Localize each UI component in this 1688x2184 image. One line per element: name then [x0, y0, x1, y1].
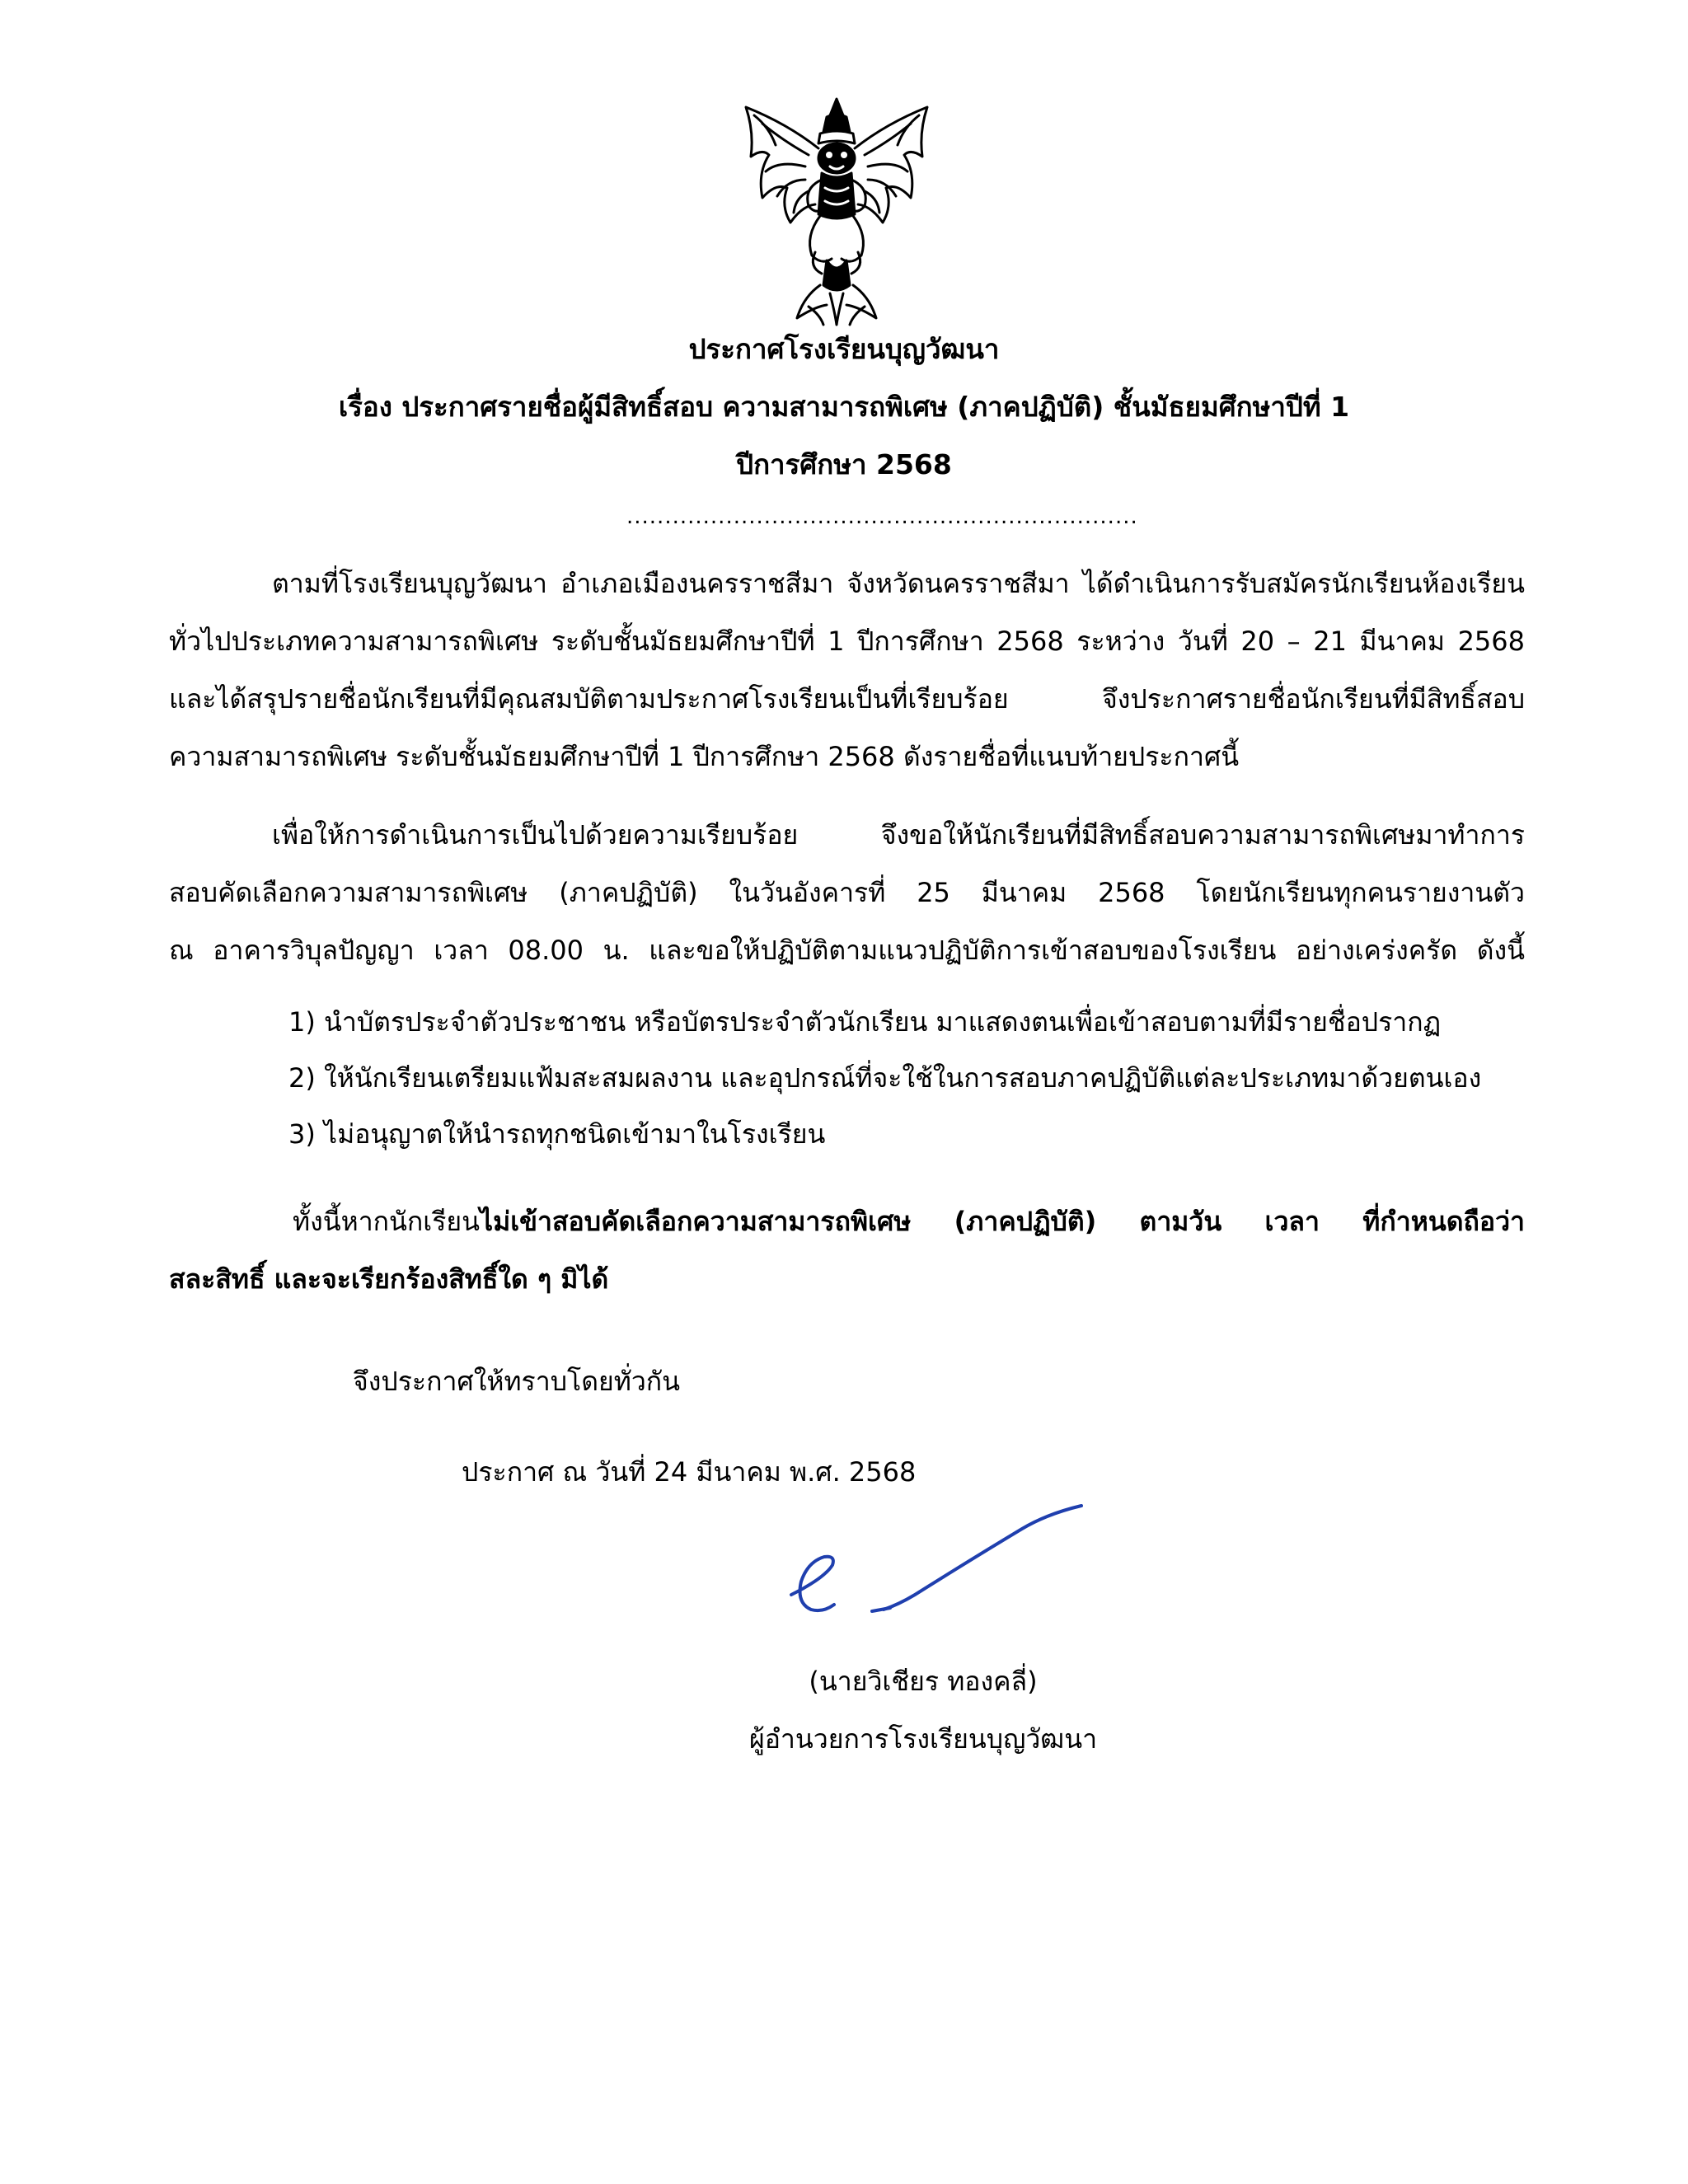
- warning-line1: [293, 1205, 1525, 1238]
- paragraph1-line3: และได้สรุปรายชื่อนักเรียนที่มีคุณสมบัติตามประกาศโรงเรียนเป็นที่เรียบร้อย จึงประกาศรายชื่อนักเรียนที่มีสิทธิ์สอบ: [169, 683, 1525, 715]
- signatory-position: ผู้อำนวยการโรงเรียนบุญวัฒนา: [748, 1723, 1098, 1755]
- warning-prefix: ทั้งนี้หากนักเรียน: [293, 1206, 481, 1237]
- paragraph1-line4: ความสามารถพิเศษ ระดับชั้นมัธยมศึกษาปีที่ 1 ปีการศึกษา 2568 ดังรายชื่อที่แนบท้ายประกาศนี้: [169, 741, 1240, 772]
- paragraph1-line2: ทั่วไปประเภทความสามารถพิเศษ ระดับชั้นมัธยมศึกษาปีที่ 1 ปีการศึกษา 2568 ระหว่าง วันที่ 20 – 21 มีนาคม 2568: [169, 626, 1525, 657]
- announcement-subject: เรื่อง ประกาศรายชื่อผู้มีสิทธิ์สอบ ความสามารถพิเศษ (ภาคปฏิบัติ) ชั้นมัธยมศึกษาปีที่ 1: [338, 391, 1350, 423]
- paragraph1-line1: ตามที่โรงเรียนบุญวัฒนา อำเภอเมืองนครราชสีมา จังหวัดนครราชสีมา ได้ดำเนินการรับสมัครนักเรียนห้องเรียน: [272, 568, 1525, 599]
- announcement-date: ประกาศ ณ วันที่ 24 มีนาคม พ.ศ. 2568: [462, 1456, 917, 1488]
- rule-item-3: 3) ไม่อนุญาตให้นำรถทุกชนิดเข้ามาในโรงเรียน: [288, 1118, 826, 1150]
- rule-item-1: 1) นำบัตรประจำตัวประชาชน หรือบัตรประจำตัวนักเรียน มาแสดงตนเพื่อเข้าสอบตามที่มีรายชื่อปรากฏ: [288, 1006, 1442, 1038]
- paragraph2-line3: ณ อาคารวิบุลปัญญา เวลา 08.00 น. และขอให้ปฏิบัติตามแนวปฏิบัติการเข้าสอบของโรงเรียน อย่างเคร่งครัด ดังนี้: [169, 935, 1525, 966]
- paragraph2-line2: สอบคัดเลือกความสามารถพิเศษ (ภาคปฏิบัติ) ในวันอังคารที่ 25 มีนาคม 2568 โดยนักเรียนทุกคนรายงานตัว: [169, 877, 1525, 908]
- separator-line: ...................................................................: [626, 504, 1138, 529]
- warning-line2: สละสิทธิ์ และจะเรียกร้องสิทธิ์ใด ๆ มิได้: [169, 1263, 609, 1295]
- warning-bold-text: ไม่เข้าสอบคัดเลือกความสามารถพิเศษ (ภาคปฏิบัติ) ตามวัน เวลา ที่กำหนดถือว่า: [480, 1206, 1525, 1237]
- announcement-title: ประกาศโรงเรียนบุญวัฒนา: [688, 333, 1000, 365]
- garuda-emblem-icon: [729, 91, 944, 330]
- signatory-name: (นายวิเชียร ทองคลี่): [809, 1666, 1038, 1697]
- academic-year: ปีการศึกษา 2568: [736, 448, 952, 480]
- closing-statement: จึงประกาศให้ทราบโดยทั่วกัน: [353, 1366, 681, 1397]
- paragraph2-line1: เพื่อให้การดำเนินการเป็นไปด้วยความเรียบร้อย จึงขอให้นักเรียนที่มีสิทธิ์สอบความสามารถพิเศษมาทำการ: [272, 819, 1525, 851]
- handwritten-signature: [775, 1496, 1096, 1652]
- rule-item-2: 2) ให้นักเรียนเตรียมแฟ้มสะสมผลงาน และอุปกรณ์ที่จะใช้ในการสอบภาคปฏิบัติแต่ละประเภทมาด้วยตนเอง: [288, 1062, 1482, 1094]
